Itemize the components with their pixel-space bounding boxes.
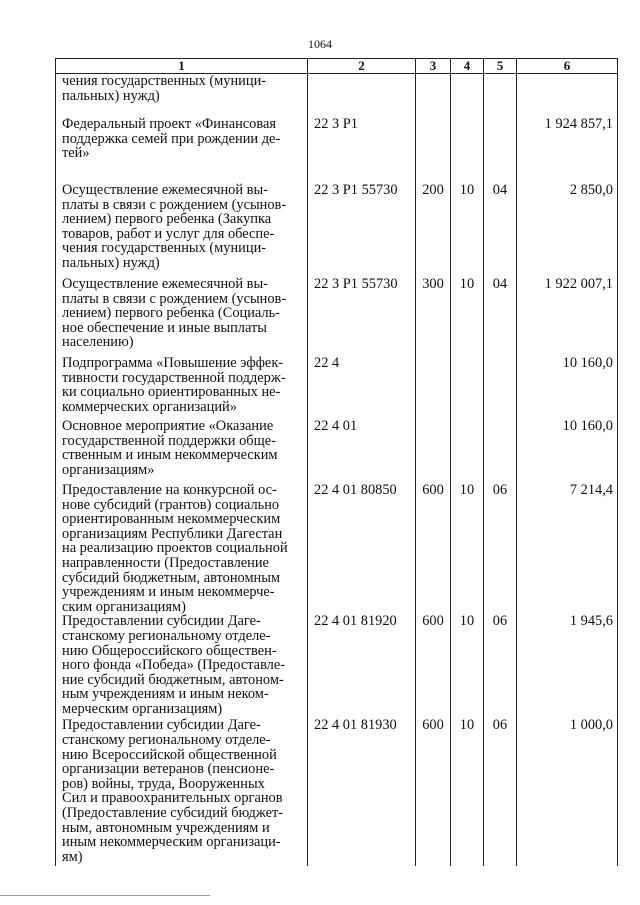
row-expense-type: 600 (416, 483, 451, 614)
footer-divider (0, 895, 210, 896)
header-col-2: 2 (308, 59, 416, 74)
row-section: 10 (451, 483, 484, 614)
row-expense-type (416, 117, 451, 183)
row-subsection (484, 419, 517, 483)
row-subsection (484, 74, 517, 118)
row-amount: 7 214,4 (517, 483, 618, 614)
row-section (451, 117, 484, 183)
row-description: Предоставлении субсидии Даге- станскому региональному отделе- нию Всероссийской общественной организации ветеранов (пенсионе- ров) войны, труда, Вооруженных Сил и правоохранительных органов (Предоставление субсидий бюджет- ным, автономным учреждениям и иным некоммерческим организаци- ям) (56, 718, 308, 866)
row-budget-code: 22 4 01 (308, 419, 416, 483)
row-description: Предоставление на конкурсной ос- нове субсидий (грантов) социально ориентированным некоммерческим организациям Республики Дагестан на реализацию проектов социальной направленности (Предоставление субсидий бюджетным, автономным учреждениям и иным некоммерче- ским организациям) (56, 483, 308, 614)
row-subsection (484, 356, 517, 419)
row-budget-code: 22 3 P1 (308, 117, 416, 183)
row-amount: 1 000,0 (517, 718, 618, 866)
budget-table-container (55, 58, 617, 866)
table-row (56, 483, 618, 614)
row-description: Осуществление ежемесячной вы- платы в связи с рождением (усынов- лением) первого ребенка (Закупка товаров, работ и услуг для обеспе- чения государственных (муници- пальных) нужд) (56, 183, 308, 277)
row-subsection: 06 (484, 483, 517, 614)
row-description: Федеральный проект «Финансовая поддержка семей при рождении де- тей» (56, 117, 308, 183)
row-amount: 1 924 857,1 (517, 117, 618, 183)
header-col-5: 5 (484, 59, 517, 74)
table-row (56, 419, 618, 483)
header-col-6: 6 (517, 59, 618, 74)
table-row (56, 183, 618, 277)
row-expense-type: 200 (416, 183, 451, 277)
row-description: чения государственных (муници- пальных) нужд) (56, 74, 308, 118)
row-expense-type: 600 (416, 718, 451, 866)
row-section (451, 419, 484, 483)
row-subsection: 04 (484, 183, 517, 277)
row-expense-type (416, 356, 451, 419)
row-amount: 10 160,0 (517, 356, 618, 419)
row-expense-type (416, 74, 451, 118)
row-description: Осуществление ежемесячной вы- платы в связи с рождением (усынов- лением) первого ребенка (Социаль- ное обеспечение и иные выплаты населению) (56, 277, 308, 356)
row-description: Предоставлении субсидии Даге- станскому региональному отделе- нию Общероссийского обществен- ного фонда «Победа» (Предоставле- ние субсидий бюджетным, автоном- ным учреждениям и иным неком- мерческим организациям) (56, 614, 308, 718)
row-amount (517, 74, 618, 118)
row-expense-type (416, 419, 451, 483)
header-col-4: 4 (451, 59, 484, 74)
row-description: Основное мероприятие «Оказание государственной поддержки обще- ственным и иным некоммерческим организациям» (56, 419, 308, 483)
table-row (56, 718, 618, 866)
row-budget-code: 22 3 P1 55730 (308, 277, 416, 356)
row-subsection: 04 (484, 277, 517, 356)
header-col-1: 1 (56, 59, 308, 74)
row-amount: 2 850,0 (517, 183, 618, 277)
table-body (56, 74, 618, 867)
row-section (451, 74, 484, 118)
row-section: 10 (451, 718, 484, 866)
row-budget-code: 22 4 (308, 356, 416, 419)
page-number: 1064 (308, 37, 332, 51)
row-budget-code: 22 4 01 81930 (308, 718, 416, 866)
row-amount: 10 160,0 (517, 419, 618, 483)
row-amount: 1 945,6 (517, 614, 618, 718)
table-row (56, 277, 618, 356)
table-row (56, 117, 618, 183)
row-section: 10 (451, 614, 484, 718)
table-header (56, 59, 618, 74)
row-subsection (484, 117, 517, 183)
table-row (56, 356, 618, 419)
table-row (56, 74, 618, 118)
row-subsection: 06 (484, 718, 517, 866)
row-budget-code: 22 4 01 80850 (308, 483, 416, 614)
header-col-3: 3 (416, 59, 451, 74)
row-section: 10 (451, 277, 484, 356)
row-section (451, 356, 484, 419)
row-amount: 1 922 007,1 (517, 277, 618, 356)
row-expense-type: 600 (416, 614, 451, 718)
row-budget-code (308, 74, 416, 118)
row-subsection: 06 (484, 614, 517, 718)
row-expense-type: 300 (416, 277, 451, 356)
budget-table (55, 58, 618, 866)
row-budget-code: 22 4 01 81920 (308, 614, 416, 718)
row-budget-code: 22 3 P1 55730 (308, 183, 416, 277)
row-description: Подпрограмма «Повышение эффек- тивности государственной поддерж- ки социально ориентированных не- коммерческих организаций» (56, 356, 308, 419)
table-row (56, 614, 618, 718)
row-section: 10 (451, 183, 484, 277)
